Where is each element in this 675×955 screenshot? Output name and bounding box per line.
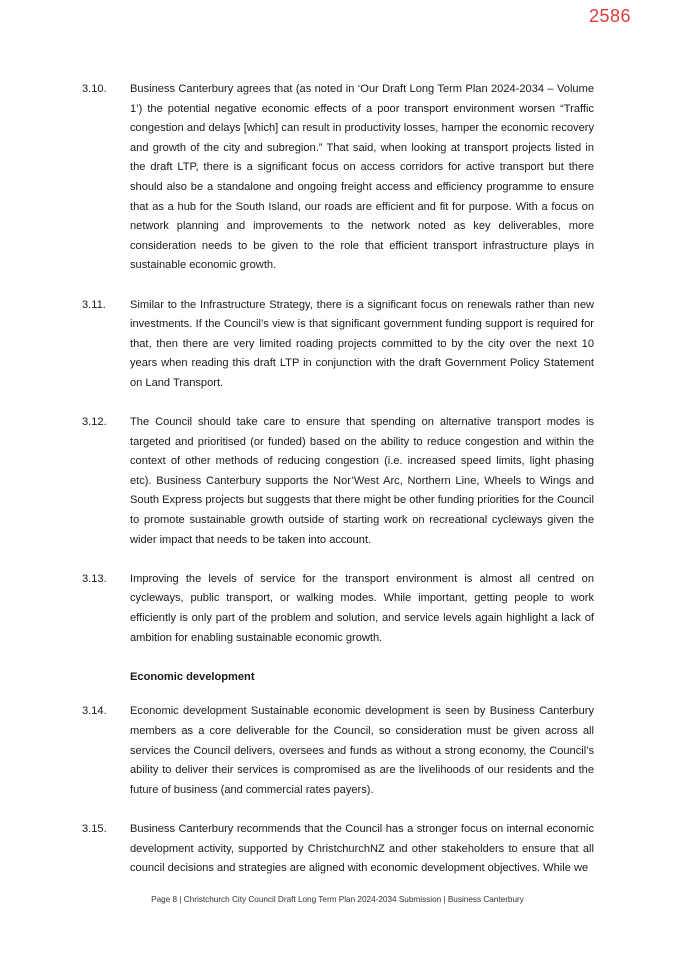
paragraph-number: 3.12.	[82, 416, 107, 429]
paragraph-number: 3.15.	[82, 822, 107, 835]
paragraph-3-15	[82, 820, 594, 879]
paragraph-number: 3.11.	[82, 298, 106, 311]
paragraph-3-13	[82, 570, 594, 648]
paragraph-3-11	[82, 296, 594, 394]
paragraph-3-10	[82, 80, 594, 276]
paragraph-text: Economic development Sustainable economic development is seen by Business Canterbury members as a core deliverable for the Council, so consideration must be given across all services the Council delivers, oversees and funds as without a strong economy, the Council’s ability to deliver their services is compromised as are the livelihoods of our residents and the future of business (and commercial rates payers).	[130, 705, 594, 796]
paragraph-3-14	[82, 702, 594, 800]
paragraph-text: Improving the levels of service for the transport environment is almost all centred on cycleways, public transport, or walking modes. While important, getting people to work efficiently is only part of the problem and solution, and service levels again highlight a lack of ambition for enabling sustainable economic growth.	[130, 572, 594, 644]
page-id-number: 2586	[588, 6, 631, 26]
paragraph-text: Business Canterbury agrees that (as noted in ‘Our Draft Long Term Plan 2024-2034 – Volume 1’) the potential negative economic effects of a poor transport environment worsen “Traffic congestion and delays [which] can result in productivity losses, hamper the economic recovery and growth of the city and subregion.” That said, when looking at transport projects listed in the draft LTP, there is a significant focus on access corridors for active transport but there should also be a standalone and ongoing freight access and efficiency programme to ensure that as a hub for the South Island, our roads are efficient and fit for purpose. With a focus on network planning and improvements to the network noted as key deliverables, more consideration needs to be given to the role that efficient transport infrastructure plays in sustainable economic growth.	[130, 83, 594, 272]
section-heading-economic-development: Economic development	[130, 670, 255, 683]
page-footer: Page 8 | Christchurch City Council Draft Long Term Plan 2024-2034 Submission | Business Canterbury	[151, 895, 524, 904]
document-body	[82, 80, 594, 898]
paragraph-text: Similar to the Infrastructure Strategy, there is a significant focus on renewals rather than new investments. If the Council’s view is that significant government funding support is required for that, then there are very limited roading projects committed to by the city over the next 10 years when reading this draft LTP in conjunction with the draft Government Policy Statement on Land Transport.	[130, 298, 594, 389]
paragraph-text: The Council should take care to ensure that spending on alternative transport modes is targeted and prioritised (or funded) based on the ability to reduce congestion and within the context of other methods of reducing congestion (i.e. increased speed limits, light phasing etc). Business Canterbury supports the Nor’West Arc, Northern Line, Wheels to Wings and South Express projects but suggests that there might be other funding priorities for the Council to promote sustainable growth outside of starting work on recreational cycleways given the wider impact that needs to be taken into account.	[130, 416, 594, 546]
paragraph-3-12	[82, 413, 594, 550]
paragraph-number: 3.13.	[82, 572, 107, 585]
paragraph-text: Business Canterbury recommends that the Council has a stronger focus on internal economic development activity, supported by ChristchurchNZ and other stakeholders to ensure that all council decisions and strategies are aligned with economic development objectives. While we	[130, 822, 594, 875]
paragraph-number: 3.10.	[82, 83, 107, 95]
paragraph-number: 3.14.	[82, 705, 107, 718]
